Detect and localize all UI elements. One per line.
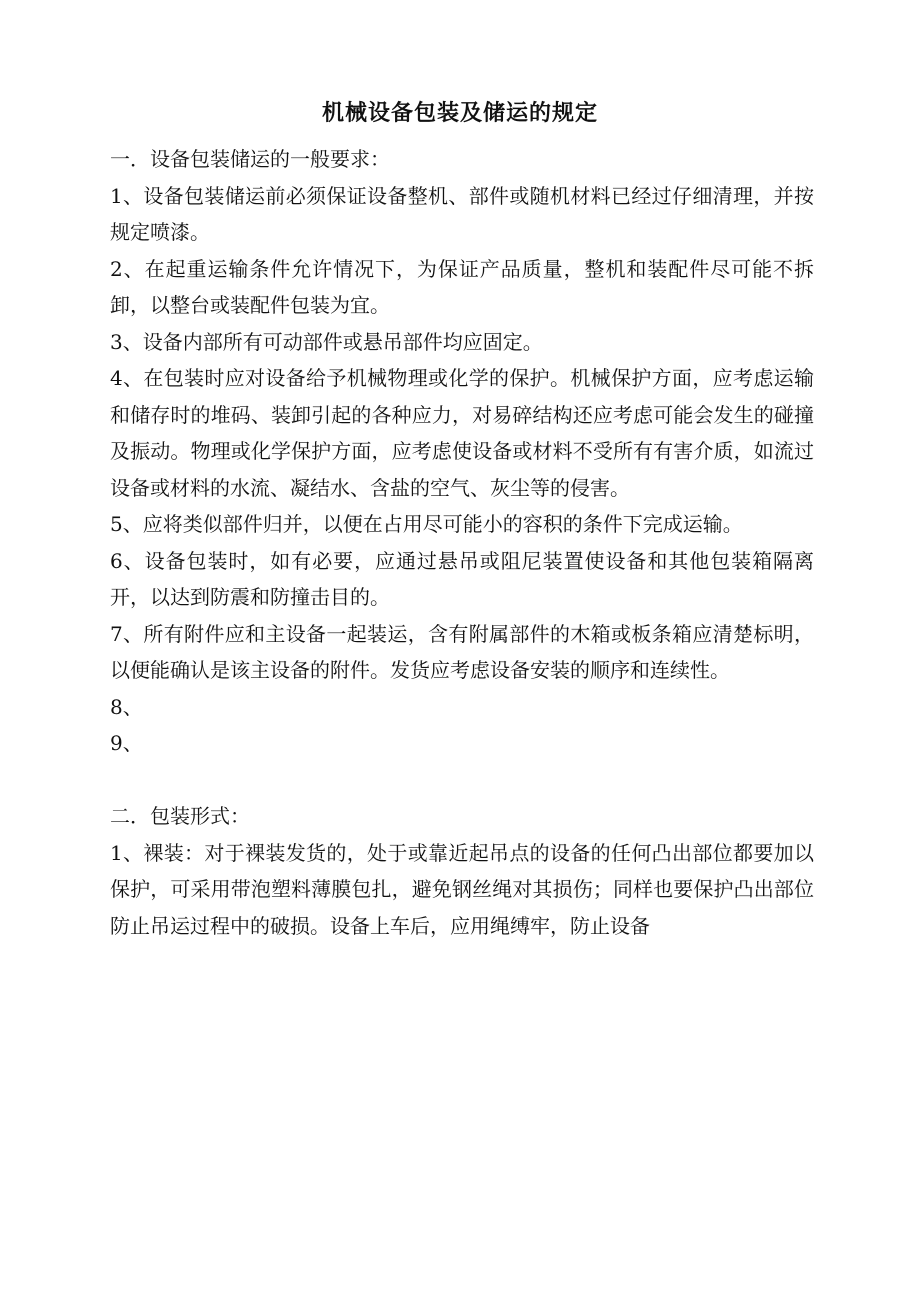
requirement-item-1: 1、设备包装储运前必须保证设备整机、部件或随机材料已经过仔细清理，并按规定喷漆。 [110, 183, 814, 244]
requirement-item-4: 4、在包装时应对设备给予机械物理或化学的保护。机械保护方面，应考虑运输和储存时的堆码、装卸引起的各种应力，对易碎结构还应考虑可能会发生的碰撞及振动。物理或化学保护方面，应考虑使设备或材料不受所有有害介质，如流过设备或材料的水流、凝结水、含盐的空气、灰尘等的侵害。 [110, 366, 814, 500]
requirement-item-6: 6、设备包装时，如有必要，应通过悬吊或阻尼装置使设备和其他包装箱隔离开，以达到防震和防撞击目的。 [110, 548, 814, 609]
section-heading-general-requirements: 一．设备包装储运的一般要求： [110, 147, 390, 171]
requirement-item-9: 9、 [110, 731, 143, 755]
document-title: 机械设备包装及储运的规定 [321, 101, 598, 126]
requirement-item-2: 2、在起重运输条件允许情况下，为保证产品质量，整机和装配件尽可能不拆卸，以整台或装配件包装为宜。 [110, 256, 814, 317]
section-heading-packaging-forms: 二．包装形式： [110, 804, 250, 828]
requirement-item-7: 7、所有附件应和主设备一起装运，含有附属部件的木箱或板条箱应清楚标明，以便能确认是该主设备的附件。发货应考虑设备安装的顺序和连续性。 [110, 621, 814, 682]
document-body [110, 141, 814, 944]
requirement-item-8: 8、 [110, 694, 143, 719]
requirement-item-5: 5、应将类似部件归并，以便在占用尽可能小的容积的条件下完成运输。 [110, 512, 743, 536]
paragraph-spacer [110, 762, 814, 799]
requirement-item-3: 3、设备内部所有可动部件或悬吊部件均应固定。 [110, 329, 543, 354]
packaging-form-item-1: 1、裸装：对于裸装发货的，处于或靠近起吊点的设备的任何凸出部位都要加以保护，可采用带泡塑料薄膜包扎，避免钢丝绳对其损伤；同样也要保护凸出部位防止吊运过程中的破损。设备上车后，应用绳缚牢，防止设备 [110, 840, 814, 938]
